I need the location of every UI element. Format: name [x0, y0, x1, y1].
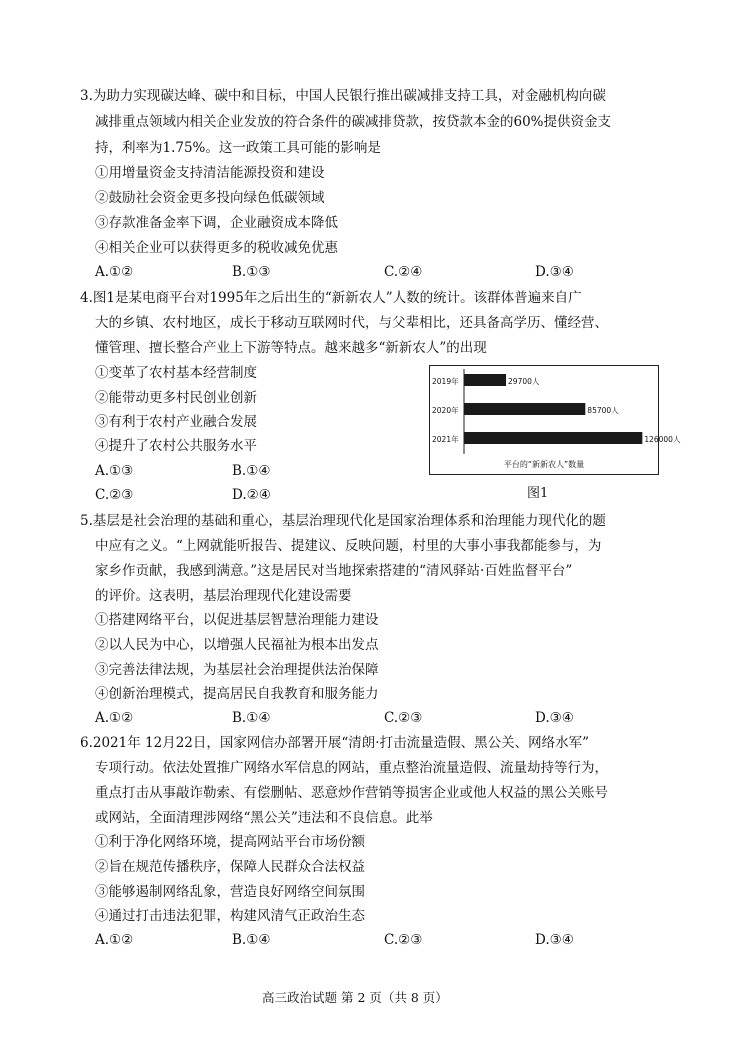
q5-item-4: ④创新治理模式，提高居民自我教育和服务能力 — [95, 686, 379, 702]
q6-choice-b: B.①④ — [232, 932, 271, 948]
q3-choice-d: D.③④ — [535, 264, 574, 280]
q6-choice-a: A.①② — [95, 932, 134, 948]
q3-item-1: ①用增量资金支持清洁能源投资和建设 — [95, 165, 325, 181]
q4-choice-b: B.①④ — [232, 463, 271, 479]
q5-choice-a: A.①② — [95, 710, 134, 726]
q3-item-4: ④相关企业可以获得更多的税收减免优惠 — [95, 240, 338, 256]
q4-stem-line-1: 4.图1是某电商平台对1995年之后出生的“新新农人”人数的统计。该群体普遍来自广 — [80, 290, 582, 306]
q4-choice-c: C.②③ — [95, 487, 134, 503]
category-label: 2021年 — [432, 435, 459, 444]
x-axis-label: 平台的“新新农人”数量 — [503, 460, 585, 469]
q6-choice-c: C.②③ — [384, 932, 423, 948]
q4-item-2: ②能带动更多村民创业创新 — [95, 390, 257, 406]
q4-stem-line-3: 懂管理、擅长整合产业上下游等特点。越来越多“新新农人”的出现 — [95, 340, 487, 356]
q4-choice-d: D.②④ — [232, 487, 271, 503]
bar — [464, 403, 585, 415]
q3-choice-b: B.①③ — [232, 264, 271, 280]
figure-1-caption: 图1 — [527, 486, 549, 501]
q6-item-2: ②旨在规范传播秩序，保障人民群众合法权益 — [95, 859, 365, 875]
q5-stem-line-3: 家乡作贡献，我感到满意。”这是居民对当地探索搭建的“清风驿站·百姓监督平台” — [95, 563, 573, 579]
q3-item-3: ③存款准备金率下调，企业融资成本降低 — [95, 215, 338, 231]
q5-item-3: ③完善法律法规，为基层社会治理提供法治保障 — [95, 662, 379, 678]
q3-stem-line-2: 减排重点领域内相关企业发放的符合条件的碳减排贷款，按贷款本金的60%提供资金支 — [95, 114, 612, 130]
q5-item-2: ②以人民为中心，以增强人民福祉为根本出发点 — [95, 637, 379, 653]
q3-choice-a: A.①② — [95, 264, 134, 280]
q5-stem-line-1: 5.基层是社会治理的基础和重心，基层治理现代化是国家治理体系和治理能力现代化的题 — [80, 513, 606, 529]
value-label: 85700人 — [587, 406, 619, 415]
q5-item-1: ①搭建网络平台，以促进基层智慧治理能力建设 — [95, 612, 379, 628]
q4-item-4: ④提升了农村公共服务水平 — [95, 438, 257, 454]
q3-stem-line-3: 持，利率为1.75%。这一政策工具可能的影响是 — [95, 140, 381, 156]
q5-stem-line-2: 中应有之义。“上网就能听报告、提建议、反映问题，村里的大事小事我都能参与，为 — [95, 538, 602, 554]
q6-item-3: ③能够遏制网络乱象，营造良好网络空间氛围 — [95, 884, 365, 900]
q5-stem-line-4: 的评价。这表明，基层治理现代化建设需要 — [95, 588, 352, 604]
q3-stem-line-1: 3.为助力实现碳达峰、碳中和目标，中国人民银行推出碳减排支持工具，对金融机构向碳 — [80, 88, 606, 104]
bar-chart-svg — [430, 366, 681, 474]
q6-item-4: ④通过打击违法犯罪，构建风清气正政治生态 — [95, 908, 365, 924]
q5-choice-d: D.③④ — [535, 710, 574, 726]
bar — [464, 432, 642, 444]
category-label: 2019年 — [432, 377, 459, 386]
value-label: 126000人 — [644, 435, 681, 444]
q6-stem-line-1: 6.2021年 12月22日，国家网信办部署开展“清朗·打击流量造假、黑公关、网络水军” — [80, 735, 589, 751]
q4-stem-line-2: 大的乡镇、农村地区，成长于移动互联网时代，与父辈相比，还具备高学历、懂经营、 — [95, 315, 608, 331]
value-label: 29700人 — [508, 377, 540, 386]
category-label: 2020年 — [432, 406, 459, 415]
q3-choice-c: C.②④ — [384, 264, 423, 280]
q6-stem-line-4: 或网站，全面清理涉网络“黑公关”违法和不良信息。此举 — [95, 810, 433, 826]
q6-stem-line-2: 专项行动。依法处置推广网络水军信息的网站，重点整治流量造假、流量劫持等行为， — [95, 760, 608, 776]
q5-choice-c: C.②③ — [384, 710, 423, 726]
q5-choice-b: B.①④ — [232, 710, 271, 726]
page-footer: 高三政治试题 第 2 页（共 8 页） — [262, 990, 448, 1005]
q4-item-1: ①变革了农村基本经营制度 — [95, 365, 257, 381]
q6-stem-line-3: 重点打击从事敲诈勒索、有偿删帖、恶意炒作营销等损害企业或他人权益的黑公关账号 — [95, 785, 608, 801]
figure-1-chart — [429, 365, 681, 475]
q4-item-3: ③有利于农村产业融合发展 — [95, 414, 257, 430]
bar — [464, 374, 506, 386]
q6-choice-d: D.③④ — [535, 932, 574, 948]
q6-item-1: ①利于净化网络环境，提高网站平台市场份额 — [95, 834, 365, 850]
q3-item-2: ②鼓励社会资金更多投向绿色低碳领域 — [95, 190, 325, 206]
q4-choice-a: A.①③ — [95, 463, 134, 479]
